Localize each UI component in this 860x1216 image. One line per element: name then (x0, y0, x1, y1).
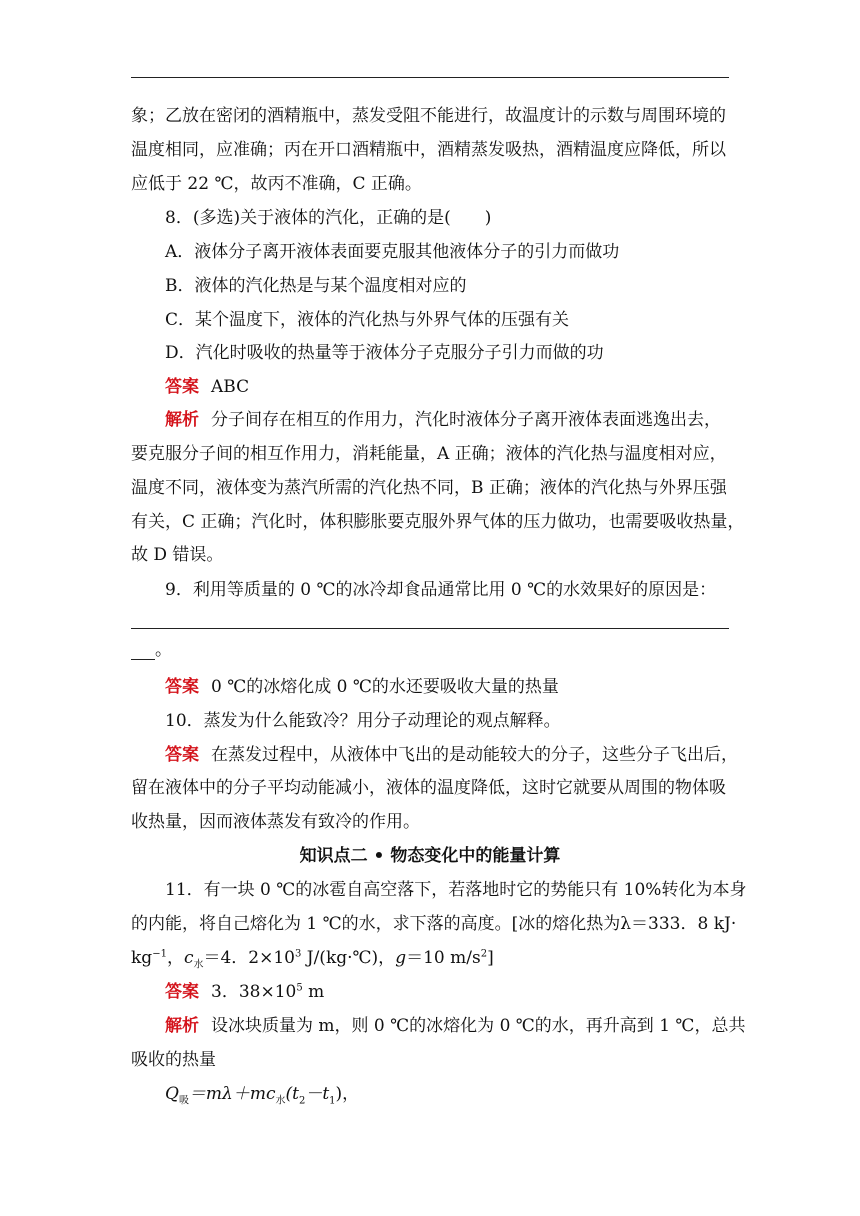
analysis-line: 要克服分子间的相互作用力，消耗能量，A 正确；液体的汽化热与温度相对应， (131, 444, 727, 464)
answer-label: 答案 (165, 982, 199, 1002)
analysis-label: 解析 (165, 410, 199, 430)
option-b: B．液体的汽化热是与某个温度相对应的 (165, 276, 467, 296)
question-9-stem: 9．利用等质量的 0 ℃的冰冷却食品通常比用 0 ℃的水效果好的原因是： (165, 580, 717, 600)
question-11-line: $kg^{-1}$，$c_水=4$．$2\times 10^3$ J/(kg·℃)，g＝10 $m/s^2$] (131, 948, 494, 971)
question-8-stem: 8．(多选)关于液体的汽化，正确的是( ) (165, 208, 492, 228)
analysis-label: 解析 (165, 1016, 199, 1036)
analysis-row (165, 410, 765, 430)
question-10-stem: 10．蒸发为什么能致冷？用分子动理论的观点解释。 (165, 711, 561, 731)
text-line: 象；乙放在密闭的酒精瓶中，蒸发受阻不能进行，故温度计的示数与周围环境的 (131, 106, 726, 126)
section-title: 知识点二 • 物态变化中的能量计算 (299, 846, 561, 866)
analysis-line: 吸收的热量 (131, 1050, 216, 1070)
answer-row (165, 745, 765, 765)
question-11-line: 的内能，将自己熔化为 1 ℃的水，求下落的高度。[冰的熔化热为λ＝333．8 kJ· (131, 914, 737, 934)
option-c: C．某个温度下，液体的汽化热与外界气体的压强有关 (165, 310, 570, 330)
answer-text: ABC (211, 377, 250, 397)
text-line: 温度相同，应准确；丙在开口酒精瓶中，酒精蒸发吸热，酒精温度应降低，所以 (131, 140, 726, 160)
answer-row: 答案 3．$38\times 10^5$ m (165, 982, 325, 1002)
text-line: 应低于 22 ℃，故丙不准确，C 正确。 (131, 174, 422, 194)
answer-text: 0 ℃的冰熔化成 0 ℃的水还要吸收大量的热量 (211, 677, 559, 697)
answer-text: 在蒸发过程中，从液体中飞出的是动能较大的分子，这些分子飞出后， (211, 745, 738, 765)
question-11-stem: 11．有一块 0 ℃的冰雹自高空落下，若落地时它的势能只有 10%转化为本身 (165, 880, 747, 900)
analysis-text: 分子间存在相互的作用力，汽化时液体分子离开液体表面逃逸出去， (211, 410, 721, 430)
analysis-line: 有关，C 正确；汽化时，体积膨胀要克服外界气体的压力做功，也需要吸收热量， (131, 512, 745, 532)
analysis-text: 设冰块质量为 m，则 0 ℃的冰熔化为 0 ℃的水，再升高到 1 ℃，总共 (211, 1016, 746, 1036)
answer-label: 答案 (165, 677, 199, 697)
analysis-row (165, 1016, 765, 1036)
option-d: D．汽化时吸收的热量等于液体分子克服分子引力而做的功 (165, 343, 604, 363)
blank-end: 。 (131, 640, 731, 660)
analysis-line: 故 D 错误。 (131, 545, 224, 565)
answer-line: 留在液体中的分子平均动能减小，液体的温度降低，这时它就要从周围的物体吸 (131, 778, 726, 798)
header-rule (131, 77, 729, 78)
answer-line: 收热量，因而液体蒸发有致冷的作用。 (131, 812, 420, 832)
answer-label: 答案 (165, 745, 199, 765)
answer-label: 答案 (165, 377, 199, 397)
formula: $Q_吸=m\lambda+mc_水(t_2-t_1)$， (165, 1084, 360, 1107)
answer-row (165, 677, 765, 697)
answer-blank-line (131, 628, 729, 629)
answer-row (165, 377, 765, 397)
option-a: A．液体分子离开液体表面要克服其他液体分子的引力而做功 (165, 242, 620, 262)
analysis-line: 温度不同，液体变为蒸汽所需的汽化热不同，B 正确；液体的汽化热与外界压强 (131, 478, 727, 498)
